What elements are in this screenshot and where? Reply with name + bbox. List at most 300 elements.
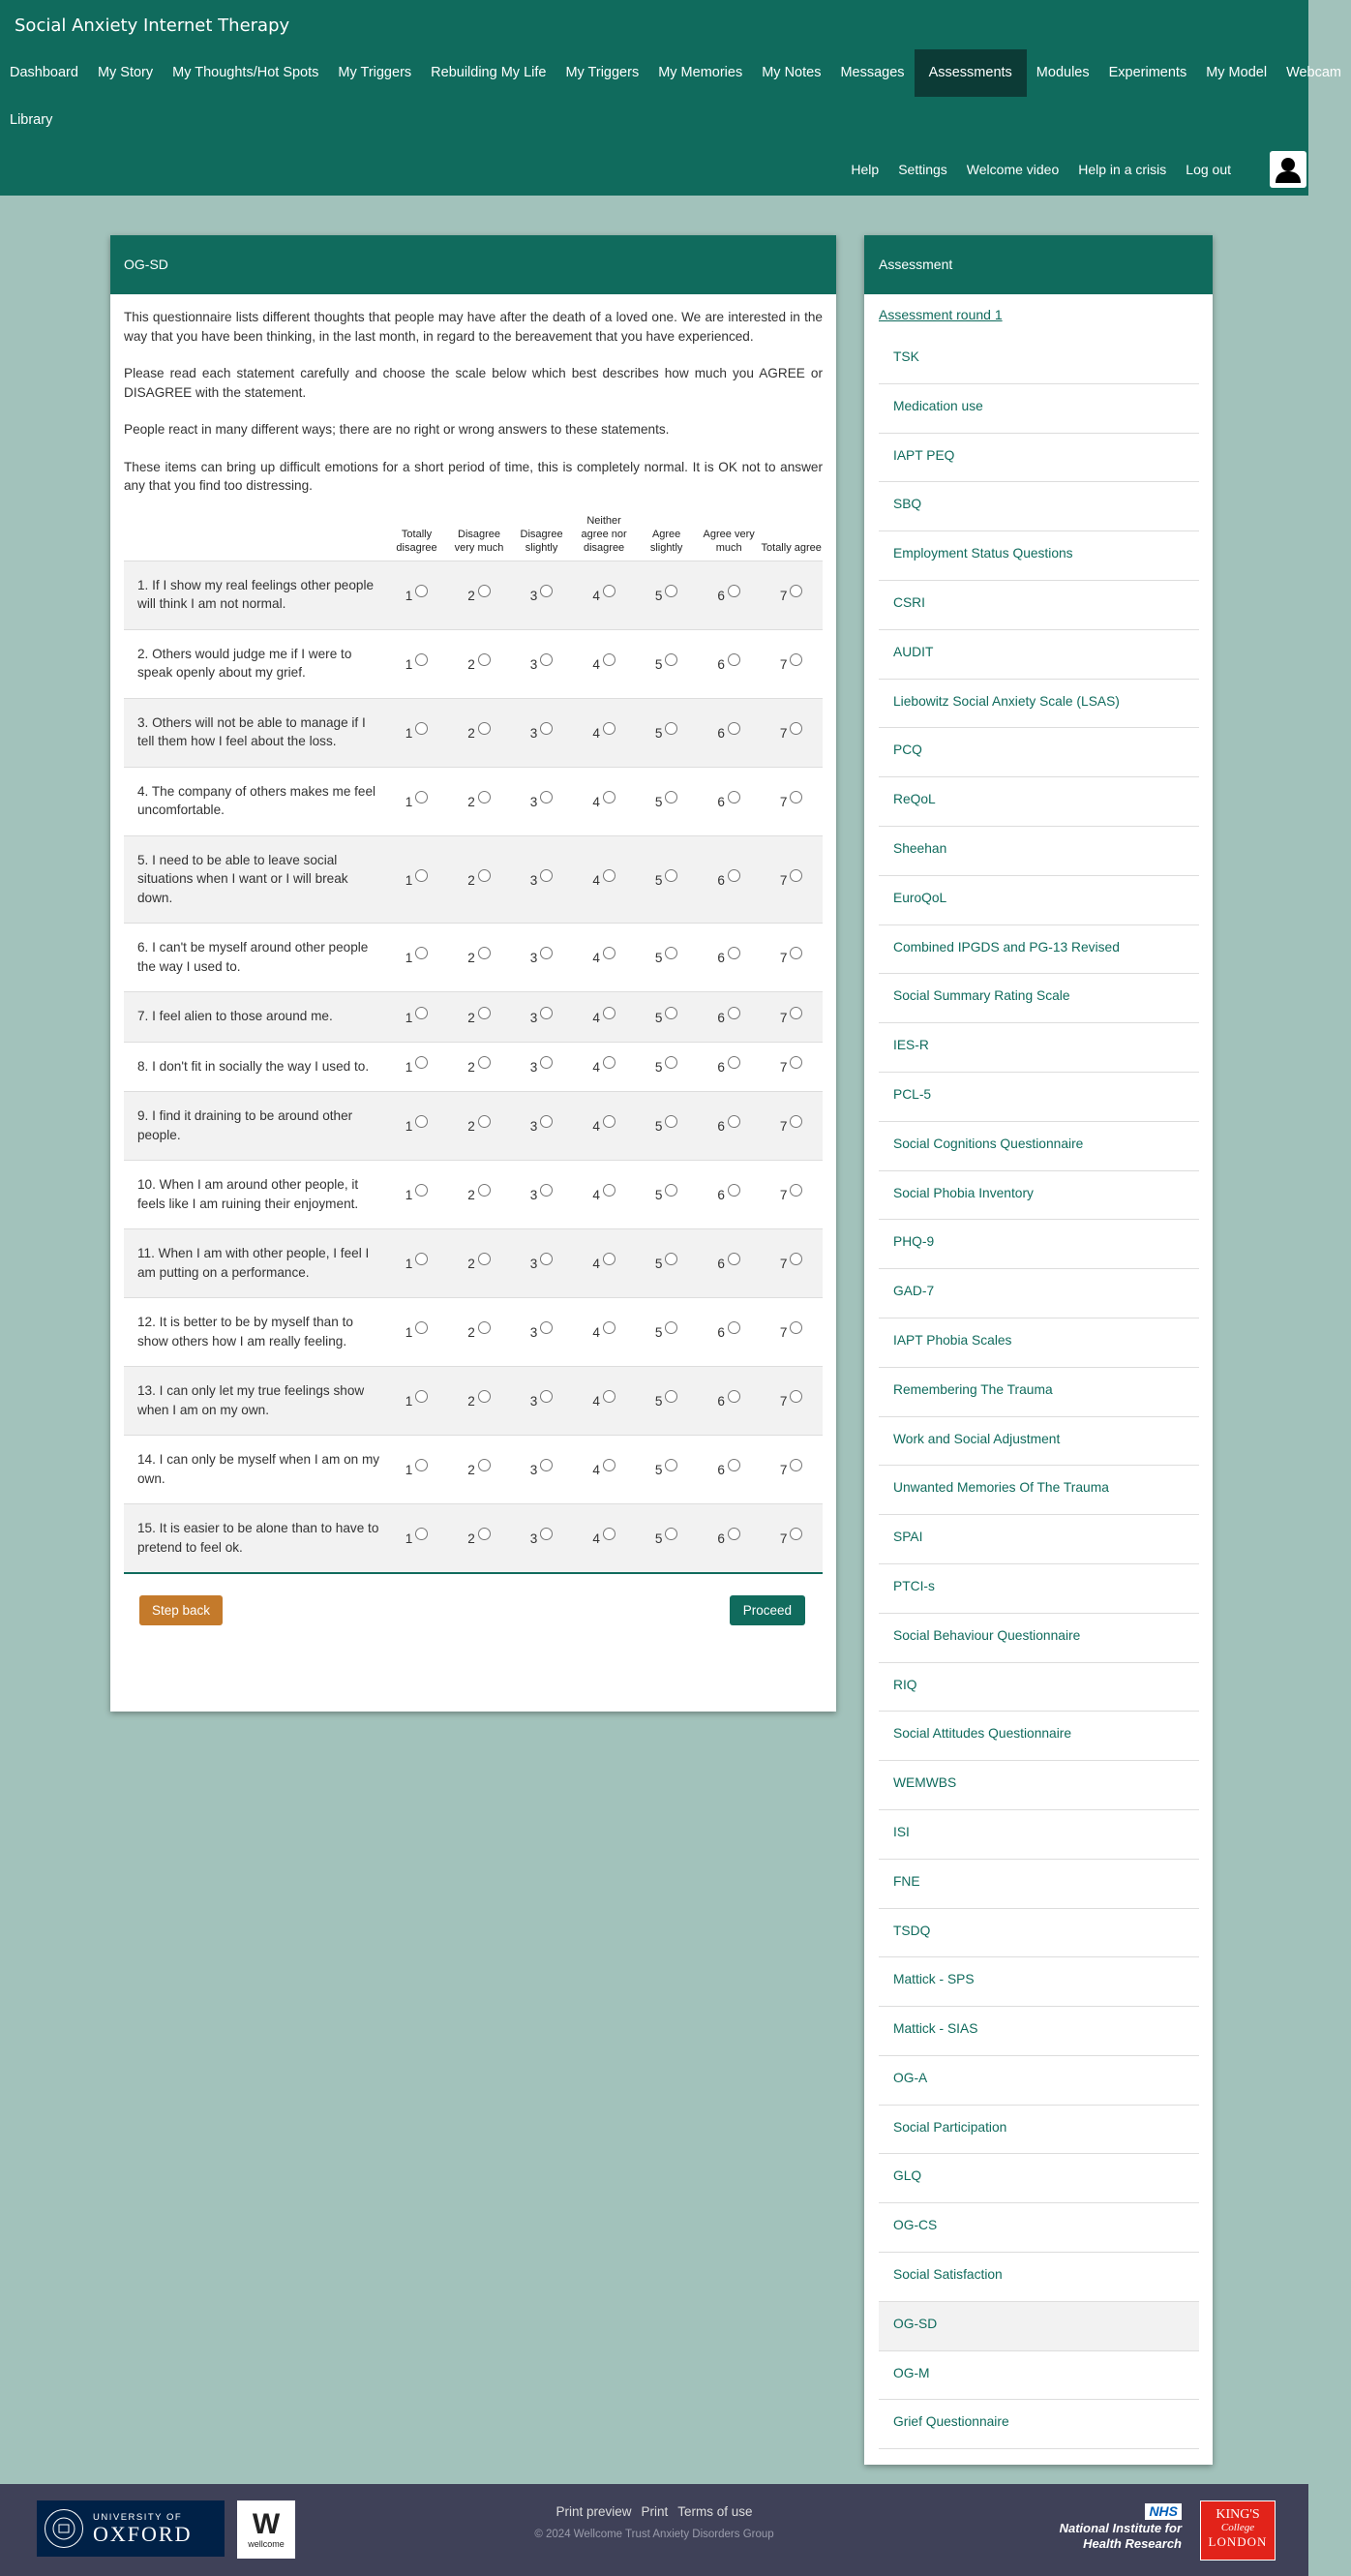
answer-radio[interactable] xyxy=(603,585,615,597)
sidebar-item-mattick-sps[interactable]: Mattick - SPS xyxy=(879,1957,1199,2007)
sidebar-item-euroqol[interactable]: EuroQoL xyxy=(879,876,1199,925)
answer-option xyxy=(385,1229,448,1298)
sidebar-item-wemwbs[interactable]: WEMWBS xyxy=(879,1761,1199,1810)
answer-radio[interactable] xyxy=(603,1056,615,1069)
question-text: 9. I find it draining to be around other people. xyxy=(137,1108,353,1142)
answer-radio[interactable] xyxy=(790,1115,802,1128)
sidebar-item-iapt-phobia-scales[interactable]: IAPT Phobia Scales xyxy=(879,1318,1199,1368)
answer-radio[interactable] xyxy=(478,1184,491,1197)
option-value: 6 xyxy=(717,872,725,888)
questionnaire-title: OG-SD xyxy=(110,235,836,294)
answer-radio[interactable] xyxy=(415,1528,428,1540)
answer-radio[interactable] xyxy=(603,1390,615,1403)
question-text: 8. I don't fit in socially the way I used to. xyxy=(137,1058,370,1074)
option-value: 3 xyxy=(529,1119,538,1135)
questionnaire-card xyxy=(110,235,836,1712)
answer-radio[interactable] xyxy=(540,585,553,597)
nav-utility-help-in-a-crisis[interactable]: Help in a crisis xyxy=(1078,162,1167,177)
sidebar-item-fne[interactable]: FNE xyxy=(879,1860,1199,1909)
answer-radio[interactable] xyxy=(728,1459,740,1471)
sidebar-item-iapt-peq[interactable]: IAPT PEQ xyxy=(879,434,1199,483)
option-value: 3 xyxy=(529,1531,538,1547)
answer-radio[interactable] xyxy=(478,791,491,803)
answer-radio[interactable] xyxy=(415,1321,428,1334)
answer-option xyxy=(760,1042,823,1092)
sidebar-item-employment-status-questions[interactable]: Employment Status Questions xyxy=(879,531,1199,581)
sidebar-item-sheehan[interactable]: Sheehan xyxy=(879,827,1199,876)
question-text: 13. I can only let my true feelings show when I am on my own. xyxy=(137,1383,365,1417)
answer-radio[interactable] xyxy=(665,1528,677,1540)
sidebar-item-social-cognitions-questionnaire[interactable]: Social Cognitions Questionnaire xyxy=(879,1122,1199,1171)
user-icon xyxy=(1274,155,1303,184)
answer-radio[interactable] xyxy=(478,1459,491,1471)
answer-radio[interactable] xyxy=(790,947,802,959)
sidebar-item-og-m[interactable]: OG-M xyxy=(879,2351,1199,2401)
answer-radio[interactable] xyxy=(665,791,677,803)
answer-option xyxy=(635,835,698,924)
answer-radio[interactable] xyxy=(478,1321,491,1334)
option-value: 2 xyxy=(467,1188,475,1203)
option-value: 1 xyxy=(405,1060,413,1075)
answer-option xyxy=(573,1298,636,1367)
option-value: 6 xyxy=(717,1325,725,1341)
sidebar-item-ptci-s[interactable]: PTCI-s xyxy=(879,1564,1199,1614)
answer-option xyxy=(635,698,698,767)
option-value: 6 xyxy=(717,794,725,809)
answer-radio[interactable] xyxy=(540,1390,553,1403)
answer-option xyxy=(573,1229,636,1298)
answer-option xyxy=(698,767,761,835)
nav-item-library[interactable]: Library xyxy=(10,112,53,128)
question-text: 12. It is better to be by myself than to show others how I am really feeling. xyxy=(137,1315,353,1349)
footer-link-print-preview[interactable]: Print preview xyxy=(555,2504,632,2519)
option-value: 5 xyxy=(654,1257,663,1272)
answer-radio[interactable] xyxy=(728,1007,740,1019)
sidebar-item-phq-9[interactable]: PHQ-9 xyxy=(879,1220,1199,1269)
option-value: 2 xyxy=(467,656,475,672)
answer-radio[interactable] xyxy=(415,722,428,735)
answer-radio[interactable] xyxy=(790,869,802,882)
answer-option xyxy=(573,1042,636,1092)
answer-option xyxy=(698,1504,761,1573)
question-text: 7. I feel alien to those around me. xyxy=(137,1009,333,1023)
answer-option xyxy=(760,1367,823,1436)
answer-option xyxy=(635,1229,698,1298)
answer-radio[interactable] xyxy=(603,947,615,959)
option-value: 3 xyxy=(529,1394,538,1409)
answer-radio[interactable] xyxy=(728,1390,740,1403)
option-value: 5 xyxy=(654,1119,663,1135)
answer-radio[interactable] xyxy=(603,791,615,803)
nihr-line2: Health Research xyxy=(1083,2536,1182,2551)
answer-radio[interactable] xyxy=(790,585,802,597)
answer-radio[interactable] xyxy=(603,1459,615,1471)
option-value: 5 xyxy=(654,656,663,672)
answer-radio[interactable] xyxy=(540,722,553,735)
main-nav xyxy=(0,49,1351,97)
answer-radio[interactable] xyxy=(728,1528,740,1540)
question-row xyxy=(124,767,823,835)
answer-radio[interactable] xyxy=(790,1321,802,1334)
sidebar-item-social-behaviour-questionnaire[interactable]: Social Behaviour Questionnaire xyxy=(879,1614,1199,1663)
sidebar-item-medication-use[interactable]: Medication use xyxy=(879,384,1199,434)
answer-radio[interactable] xyxy=(728,791,740,803)
sidebar-item-remembering-the-trauma[interactable]: Remembering The Trauma xyxy=(879,1368,1199,1417)
answer-radio[interactable] xyxy=(415,869,428,882)
answer-radio[interactable] xyxy=(603,869,615,882)
sidebar-item-gad-7[interactable]: GAD-7 xyxy=(879,1269,1199,1318)
answer-radio[interactable] xyxy=(540,653,553,666)
sidebar-item-social-participation[interactable]: Social Participation xyxy=(879,2106,1199,2155)
answer-option xyxy=(448,629,511,698)
answer-radio[interactable] xyxy=(728,722,740,735)
answer-radio[interactable] xyxy=(728,1253,740,1265)
nav-utility-help[interactable]: Help xyxy=(851,162,880,177)
sidebar-item-social-summary-rating-scale[interactable]: Social Summary Rating Scale xyxy=(879,974,1199,1023)
answer-radio[interactable] xyxy=(603,653,615,666)
answer-radio[interactable] xyxy=(790,653,802,666)
sidebar-item-mattick-sias[interactable]: Mattick - SIAS xyxy=(879,2007,1199,2056)
question-row xyxy=(124,835,823,924)
sidebar-item-social-attitudes-questionnaire[interactable]: Social Attitudes Questionnaire xyxy=(879,1712,1199,1761)
option-value: 2 xyxy=(467,872,475,888)
option-value: 4 xyxy=(592,656,600,672)
question-text: 10. When I am around other people, it feels like I am ruining their enjoyment. xyxy=(137,1177,359,1211)
answer-option xyxy=(635,1367,698,1436)
nav-item-assessments[interactable]: Assessments xyxy=(915,49,1027,97)
option-value: 6 xyxy=(717,1119,725,1135)
answer-radio[interactable] xyxy=(415,1056,428,1069)
answer-radio[interactable] xyxy=(415,1253,428,1265)
answer-radio[interactable] xyxy=(540,1007,553,1019)
answer-option xyxy=(760,1092,823,1161)
option-value: 2 xyxy=(467,1257,475,1272)
option-value: 5 xyxy=(654,1394,663,1409)
answer-radio[interactable] xyxy=(415,585,428,597)
questionnaire-intro xyxy=(124,308,823,496)
answer-radio[interactable] xyxy=(790,1253,802,1265)
step-back-button[interactable]: Step back xyxy=(139,1595,223,1625)
answer-radio[interactable] xyxy=(728,585,740,597)
sidebar-item-audit[interactable]: AUDIT xyxy=(879,630,1199,680)
answer-radio[interactable] xyxy=(478,1253,491,1265)
option-value: 1 xyxy=(405,1325,413,1341)
option-value: 5 xyxy=(654,1325,663,1341)
answer-radio[interactable] xyxy=(478,722,491,735)
answer-option xyxy=(573,698,636,767)
answer-radio[interactable] xyxy=(478,1528,491,1540)
scale-header-2: Disagree very much xyxy=(454,528,504,554)
answer-radio[interactable] xyxy=(665,1007,677,1019)
answer-radio[interactable] xyxy=(790,1459,802,1471)
answer-radio[interactable] xyxy=(665,869,677,882)
question-row xyxy=(124,1092,823,1161)
sidebar-item-ies-r[interactable]: IES-R xyxy=(879,1023,1199,1073)
answer-option xyxy=(385,1298,448,1367)
answer-option xyxy=(760,1298,823,1367)
sidebar-item-social-satisfaction[interactable]: Social Satisfaction xyxy=(879,2253,1199,2302)
answer-option xyxy=(573,1161,636,1229)
answer-radio[interactable] xyxy=(665,722,677,735)
answer-radio[interactable] xyxy=(478,1007,491,1019)
answer-radio[interactable] xyxy=(790,1528,802,1540)
account-button[interactable] xyxy=(1270,151,1306,188)
answer-option xyxy=(510,629,573,698)
sidebar-item-tsk[interactable]: TSK xyxy=(879,335,1199,384)
answer-radio[interactable] xyxy=(415,1007,428,1019)
nav-item-my-memories[interactable]: My Memories xyxy=(658,65,743,80)
answer-option xyxy=(760,1229,823,1298)
sidebar-item-pcq[interactable]: PCQ xyxy=(879,728,1199,777)
intro-paragraph: These items can bring up difficult emotions for a short period of time, this is completely normal. It is OK not to answer any that you find too distressing. xyxy=(124,459,823,493)
answer-radio[interactable] xyxy=(665,1253,677,1265)
option-value: 4 xyxy=(592,1257,600,1272)
answer-option xyxy=(698,1298,761,1367)
answer-option xyxy=(448,767,511,835)
option-value: 7 xyxy=(779,1325,788,1341)
question-row xyxy=(124,1504,823,1573)
answer-radio[interactable] xyxy=(540,1459,553,1471)
answer-option xyxy=(760,698,823,767)
answer-radio[interactable] xyxy=(540,947,553,959)
sidebar-item-work-and-social-adjustment[interactable]: Work and Social Adjustment xyxy=(879,1417,1199,1467)
option-value: 1 xyxy=(405,1463,413,1478)
answer-radio[interactable] xyxy=(415,653,428,666)
answer-radio[interactable] xyxy=(665,1056,677,1069)
answer-option xyxy=(573,835,636,924)
answer-option xyxy=(698,992,761,1043)
sidebar-item-reqol[interactable]: ReQoL xyxy=(879,777,1199,827)
answer-option xyxy=(635,1504,698,1573)
sidebar-item-og-cs[interactable]: OG-CS xyxy=(879,2203,1199,2253)
assessment-round-link[interactable]: Assessment round 1 xyxy=(879,307,1003,322)
answer-radio[interactable] xyxy=(603,722,615,735)
question-row xyxy=(124,1229,823,1298)
answer-option xyxy=(385,1367,448,1436)
sidebar-item-og-sd[interactable]: OG-SD xyxy=(879,2302,1199,2351)
answer-radio[interactable] xyxy=(478,1115,491,1128)
nav-item-my-model[interactable]: My Model xyxy=(1206,65,1268,80)
question-row xyxy=(124,992,823,1043)
nav-item-my-thoughts-hot-spots[interactable]: My Thoughts/Hot Spots xyxy=(172,65,319,80)
answer-radio[interactable] xyxy=(603,1115,615,1128)
answer-radio[interactable] xyxy=(540,1115,553,1128)
answer-radio[interactable] xyxy=(728,947,740,959)
sidebar-item-tsdq[interactable]: TSDQ xyxy=(879,1909,1199,1958)
answer-radio[interactable] xyxy=(665,1321,677,1334)
answer-option xyxy=(385,1161,448,1229)
answer-radio[interactable] xyxy=(540,869,553,882)
sidebar-item-isi[interactable]: ISI xyxy=(879,1810,1199,1860)
answer-radio[interactable] xyxy=(728,1321,740,1334)
answer-option xyxy=(510,1092,573,1161)
question-text: 14. I can only be myself when I am on my own. xyxy=(137,1452,380,1486)
question-row xyxy=(124,698,823,767)
answer-option xyxy=(385,767,448,835)
answer-option xyxy=(448,1092,511,1161)
option-value: 3 xyxy=(529,1463,538,1478)
answer-radio[interactable] xyxy=(728,869,740,882)
answer-radio[interactable] xyxy=(478,1056,491,1069)
answer-radio[interactable] xyxy=(415,791,428,803)
answer-radio[interactable] xyxy=(478,947,491,959)
option-value: 3 xyxy=(529,872,538,888)
answer-option xyxy=(448,1436,511,1504)
option-value: 6 xyxy=(717,1394,725,1409)
sidebar-item-pcl-5[interactable]: PCL-5 xyxy=(879,1073,1199,1122)
sidebar-item-combined-ipgds-and-pg-13-revised[interactable]: Combined IPGDS and PG-13 Revised xyxy=(879,925,1199,975)
nav-item-dashboard[interactable]: Dashboard xyxy=(10,65,78,80)
option-value: 7 xyxy=(779,951,788,966)
answer-radio[interactable] xyxy=(540,1321,553,1334)
answer-radio[interactable] xyxy=(415,1390,428,1403)
answer-radio[interactable] xyxy=(540,1184,553,1197)
answer-option xyxy=(448,1504,511,1573)
answer-radio[interactable] xyxy=(728,1115,740,1128)
answer-option xyxy=(510,924,573,992)
kings-line2: College xyxy=(1220,2522,1255,2533)
app-title[interactable]: Social Anxiety Internet Therapy xyxy=(15,15,290,36)
nav-item-webcam[interactable]: Webcam xyxy=(1286,65,1342,80)
sidebar-title: Assessment xyxy=(864,235,1213,294)
nav-utility-log-out[interactable]: Log out xyxy=(1186,162,1231,177)
option-value: 2 xyxy=(467,1394,475,1409)
answer-radio[interactable] xyxy=(415,1115,428,1128)
question-text: 15. It is easier to be alone than to have to pretend to feel ok. xyxy=(137,1521,379,1555)
answer-radio[interactable] xyxy=(603,1184,615,1197)
nav-utility-settings[interactable]: Settings xyxy=(898,162,947,177)
answer-option xyxy=(448,1367,511,1436)
question-row xyxy=(124,1298,823,1367)
answer-option xyxy=(385,835,448,924)
nav-item-my-triggers[interactable]: My Triggers xyxy=(338,65,412,80)
sidebar-item-csri[interactable]: CSRI xyxy=(879,581,1199,630)
footer xyxy=(0,2484,1308,2576)
answer-radio[interactable] xyxy=(540,1056,553,1069)
option-value: 1 xyxy=(405,951,413,966)
answer-radio[interactable] xyxy=(478,869,491,882)
option-value: 1 xyxy=(405,1188,413,1203)
sidebar-item-sbq[interactable]: SBQ xyxy=(879,482,1199,531)
option-value: 5 xyxy=(654,1010,663,1025)
option-value: 4 xyxy=(592,1010,600,1025)
intro-paragraph: Please read each statement carefully and choose the scale below which best describes how much you AGREE or DISAGREE with the statement. xyxy=(124,366,823,400)
answer-radio[interactable] xyxy=(790,791,802,803)
kings-line3: LONDON xyxy=(1208,2534,1268,2549)
option-value: 5 xyxy=(654,588,663,603)
answer-radio[interactable] xyxy=(540,1528,553,1540)
answer-radio[interactable] xyxy=(603,1528,615,1540)
answer-radio[interactable] xyxy=(728,1056,740,1069)
answer-radio[interactable] xyxy=(790,1184,802,1197)
footer-link-terms-of-use[interactable]: Terms of use xyxy=(677,2504,753,2519)
nav-item-messages[interactable]: Messages xyxy=(840,65,905,80)
proceed-button[interactable]: Proceed xyxy=(730,1595,805,1625)
option-value: 6 xyxy=(717,1060,725,1075)
answer-radio[interactable] xyxy=(415,947,428,959)
answer-radio[interactable] xyxy=(665,1184,677,1197)
option-value: 7 xyxy=(779,1257,788,1272)
scale-header-4: Neither agree nor disagree xyxy=(581,514,627,554)
answer-radio[interactable] xyxy=(540,1253,553,1265)
option-value: 4 xyxy=(592,1394,600,1409)
option-value: 5 xyxy=(654,1060,663,1075)
sidebar-item-riq[interactable]: RIQ xyxy=(879,1663,1199,1712)
answer-radio[interactable] xyxy=(603,1253,615,1265)
answer-radio[interactable] xyxy=(665,653,677,666)
answer-radio[interactable] xyxy=(790,722,802,735)
answer-radio[interactable] xyxy=(665,1390,677,1403)
sidebar-item-og-a[interactable]: OG-A xyxy=(879,2056,1199,2106)
answer-option xyxy=(510,767,573,835)
option-value: 4 xyxy=(592,1325,600,1341)
sidebar-item-liebowitz-social-anxiety-scale-lsas[interactable]: Liebowitz Social Anxiety Scale (LSAS) xyxy=(879,680,1199,729)
option-value: 3 xyxy=(529,1010,538,1025)
question-row xyxy=(124,924,823,992)
sidebar-item-unwanted-memories-of-the-trauma[interactable]: Unwanted Memories Of The Trauma xyxy=(879,1466,1199,1515)
nav-item-rebuilding-my-life[interactable]: Rebuilding My Life xyxy=(431,65,547,80)
nav-item-my-triggers[interactable]: My Triggers xyxy=(565,65,640,80)
footer-link-print[interactable]: Print xyxy=(641,2504,669,2519)
answer-radio[interactable] xyxy=(665,585,677,597)
sidebar-item-spai[interactable]: SPAI xyxy=(879,1515,1199,1564)
answer-radio[interactable] xyxy=(665,1459,677,1471)
option-value: 6 xyxy=(717,725,725,741)
answer-radio[interactable] xyxy=(665,1115,677,1128)
sidebar-item-social-phobia-inventory[interactable]: Social Phobia Inventory xyxy=(879,1171,1199,1221)
scale-header-7: Totally agree xyxy=(761,541,822,554)
nav-item-my-story[interactable]: My Story xyxy=(97,65,154,80)
answer-radio[interactable] xyxy=(790,1056,802,1069)
nav-item-modules[interactable]: Modules xyxy=(1036,65,1090,80)
answer-option xyxy=(385,1436,448,1504)
nav-item-my-notes[interactable]: My Notes xyxy=(762,65,822,80)
answer-radio[interactable] xyxy=(728,653,740,666)
nihr-logo xyxy=(1050,2503,1182,2558)
sidebar-item-grief-questionnaire[interactable]: Grief Questionnaire xyxy=(879,2400,1199,2449)
answer-radio[interactable] xyxy=(478,1390,491,1403)
intro-paragraph: This questionnaire lists different thoughts that people may have after the death of a loved one. We are interested in the way that you have been thinking, in the last month, in regard to the bereavement that you have experienced. xyxy=(124,310,823,344)
answer-radio[interactable] xyxy=(603,1321,615,1334)
option-value: 5 xyxy=(654,725,663,741)
answer-option xyxy=(573,561,636,629)
option-value: 7 xyxy=(779,1010,788,1025)
answer-radio[interactable] xyxy=(478,653,491,666)
nav-item-experiments[interactable]: Experiments xyxy=(1108,65,1187,80)
option-value: 3 xyxy=(529,1060,538,1075)
answer-radio[interactable] xyxy=(415,1459,428,1471)
option-value: 1 xyxy=(405,1394,413,1409)
option-value: 5 xyxy=(654,1463,663,1478)
option-value: 5 xyxy=(654,1531,663,1547)
answer-option xyxy=(635,1436,698,1504)
answer-radio[interactable] xyxy=(415,1184,428,1197)
answer-option xyxy=(448,1229,511,1298)
sidebar-item-glq[interactable]: GLQ xyxy=(879,2154,1199,2203)
answer-radio[interactable] xyxy=(665,947,677,959)
answer-radio[interactable] xyxy=(540,791,553,803)
answer-option xyxy=(698,698,761,767)
answer-radio[interactable] xyxy=(728,1184,740,1197)
answer-radio[interactable] xyxy=(790,1390,802,1403)
answer-radio[interactable] xyxy=(790,1007,802,1019)
option-value: 3 xyxy=(529,656,538,672)
kings-college-logo xyxy=(1200,2500,1276,2561)
answer-radio[interactable] xyxy=(478,585,491,597)
nav-utility-welcome-video[interactable]: Welcome video xyxy=(966,162,1060,177)
option-value: 2 xyxy=(467,951,475,966)
answer-radio[interactable] xyxy=(603,1007,615,1019)
